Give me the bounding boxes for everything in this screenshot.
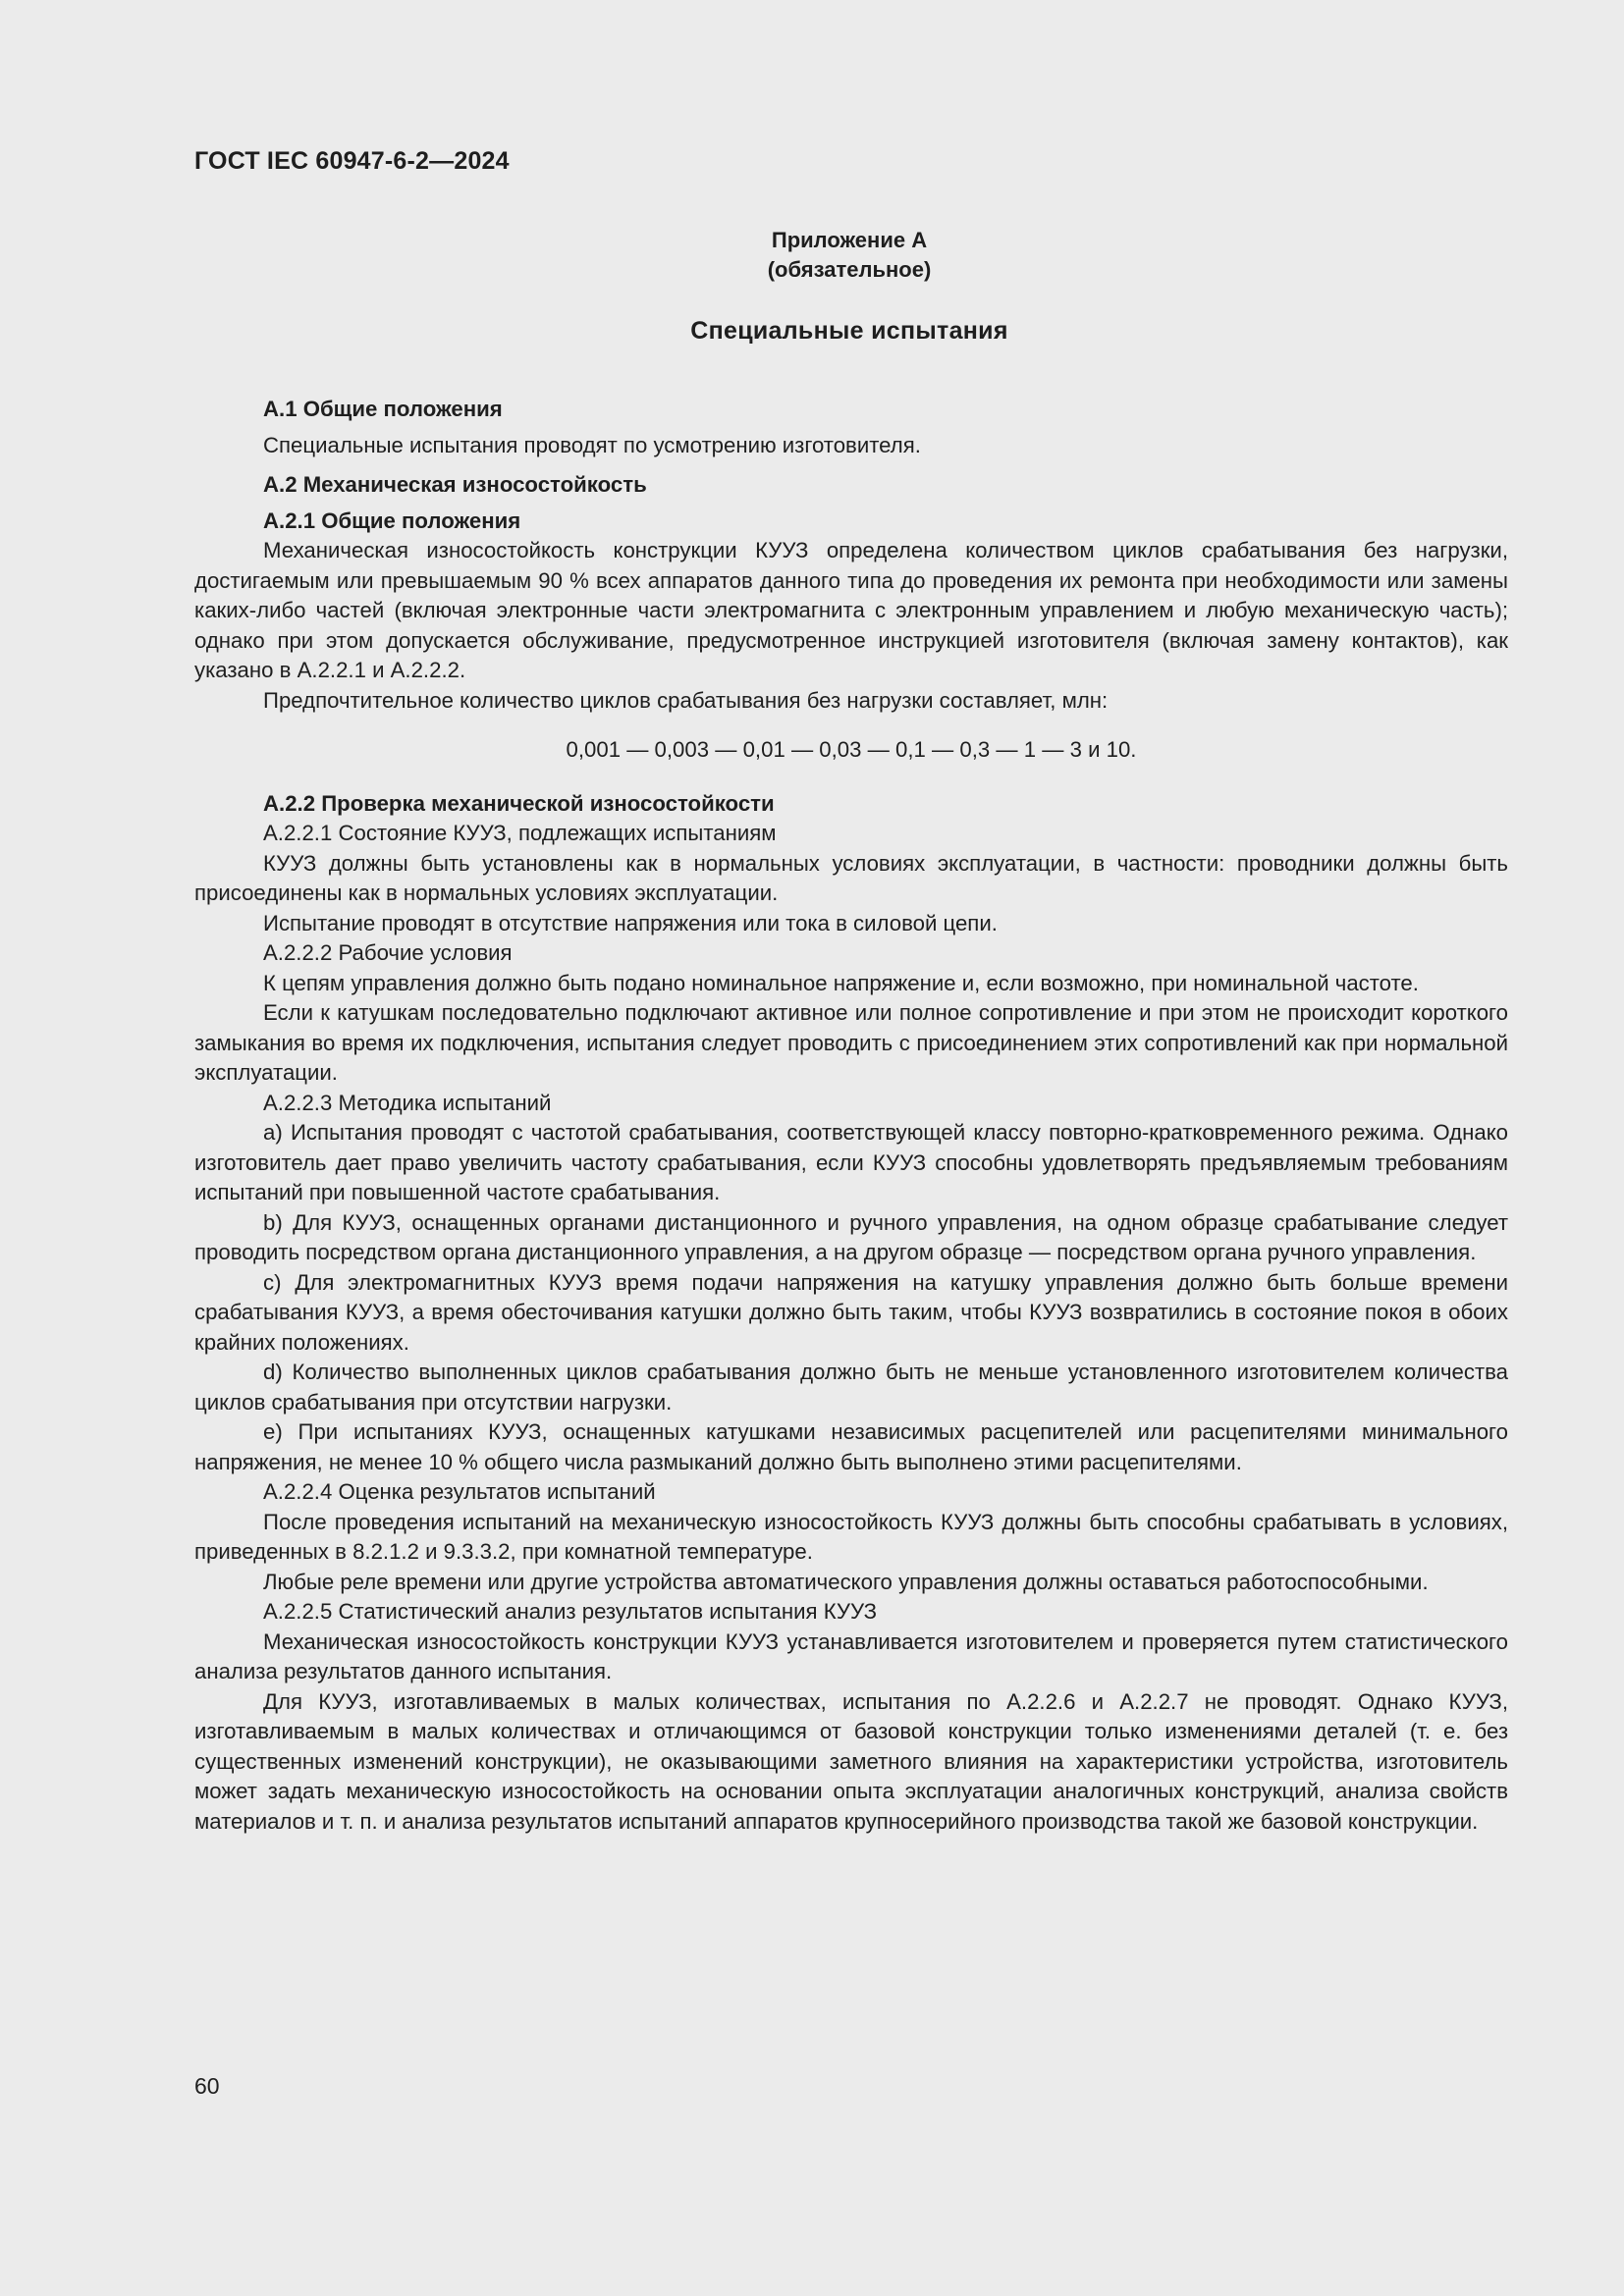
subsection-title: А.2.2.4 Оценка результатов испытаний	[263, 1479, 656, 1504]
list-item: d) Количество выполненных циклов срабатывания должно быть не меньше установленного изготовителем количества циклов срабатывания при отсутствии нагрузки.	[194, 1360, 1508, 1415]
paragraph: Любые реле времени или другие устройства автоматического управления должны оставаться работоспособными.	[263, 1569, 1429, 1594]
paragraph: Если к катушкам последовательно подключают активное или полное сопротивление и при этом не происходит короткого замыкания во время их подключения, испытания следует проводить с присоединением этих сопротивлений как при нормальной эксплуатации.	[194, 1000, 1508, 1085]
document-header: ГОСТ IEC 60947-6-2—2024	[194, 147, 510, 175]
list-item: e) При испытаниях КУУЗ, оснащенных катушками независимых расцепителей или расцепителями минимального напряжения, не менее 10 % общего числа размыканий должно быть выполнено этими расцепителями.	[194, 1419, 1508, 1474]
annex-name: Специальные испытания	[690, 317, 1008, 345]
paragraph: Испытание проводят в отсутствие напряжения или тока в силовой цепи.	[263, 910, 998, 935]
annex-title: Приложение А	[771, 228, 928, 252]
subsection-title: А.2.2.3 Методика испытаний	[263, 1090, 552, 1115]
subsection-title: А.2.2.5 Статистический анализ результатов испытания КУУЗ	[263, 1599, 877, 1624]
paragraph: Механическая износостойкость конструкции КУУЗ определена количеством циклов срабатывания без нагрузки, достигаемым или превышаемым 90 % всех аппаратов данного типа до проведения их ремонта при необходимости или замены каких-либо частей (включая электронные части электромагнита с электронным управлением и любую механическую часть); однако при этом допускается обслуживание, предусмотренное инструкцией изготовителя (включая замену контактов), как указано в А.2.2.1 и А.2.2.2.	[194, 538, 1508, 682]
list-item: c) Для электромагнитных КУУЗ время подачи напряжения на катушку управления должно быть больше времени срабатывания КУУЗ, а время обесточивания катушки должно быть таким, чтобы КУУЗ возвратились в состояние покоя в обоих крайних положениях.	[194, 1269, 1508, 1355]
section-heading-a22: А.2.2 Проверка механической износостойкости	[263, 790, 775, 816]
paragraph: Для КУУЗ, изготавливаемых в малых количествах, испытания по А.2.2.6 и А.2.2.7 не проводят. Однако КУУЗ, изготавливаемым в малых количествах и отличающимся от базовой конструкции только изменениями деталей (т. е. без существенных изменений конструкции), не оказывающими заметного влияния на характеристики устройства, изготовитель может задать механическую износостойкость на основании опыта эксплуатации аналогичных конструкций, анализа свойств материалов и т. п. и анализа результатов испытаний аппаратов крупносерийного производства такой же базовой конструкции.	[194, 1688, 1508, 1834]
formula-line: 0,001 — 0,003 — 0,01 — 0,03 — 0,1 — 0,3 — 1 — 3 и 10.	[566, 737, 1137, 762]
paragraph: Специальные испытания проводят по усмотрению изготовителя.	[263, 432, 921, 457]
paragraph: После проведения испытаний на механическую износостойкость КУУЗ должны быть способны срабатывать в условиях, приведенных в 8.2.1.2 и 9.3.3.2, при комнатной температуре.	[194, 1509, 1508, 1564]
page-number: 60	[194, 2073, 220, 2099]
paragraph: КУУЗ должны быть установлены как в нормальных условиях эксплуатации, в частности: проводники должны быть присоединены как в нормальных условиях эксплуатации.	[194, 850, 1508, 905]
section-heading-a21: А.2.1 Общие положения	[263, 507, 521, 533]
section-heading-a2: А.2 Механическая износостойкость	[263, 472, 647, 497]
paragraph: Механическая износостойкость конструкции КУУЗ устанавливается изготовителем и проверяется путем статистического анализа результатов данного испытания.	[194, 1629, 1508, 1683]
list-item: a) Испытания проводят с частотой срабатывания, соответствующей классу повторно-кратковременного режима. Однако изготовитель дает право увеличить частоту срабатывания, если КУУЗ способны удовлетворять предъявляемым требованиям испытаний при повышенной частоте срабатывания.	[194, 1120, 1508, 1204]
subsection-title: А.2.2.1 Состояние КУУЗ, подлежащих испытаниям	[263, 821, 777, 845]
document-body	[194, 395, 1508, 1837]
annex-status: (обязательное)	[767, 257, 932, 282]
paragraph: К цепям управления должно быть подано номинальное напряжение и, если возможно, при номинальной частоте.	[263, 970, 1419, 995]
section-heading-a1: А.1 Общие положения	[263, 397, 503, 421]
list-item: b) Для КУУЗ, оснащенных органами дистанционного и ручного управления, на одном образце срабатывание следует проводить посредством органа дистанционного управления, а на другом образце — посредством органа ручного управления.	[194, 1209, 1508, 1264]
subsection-title: А.2.2.2 Рабочие условия	[263, 940, 513, 965]
paragraph: Предпочтительное количество циклов срабатывания без нагрузки составляет, млн:	[263, 687, 1109, 713]
